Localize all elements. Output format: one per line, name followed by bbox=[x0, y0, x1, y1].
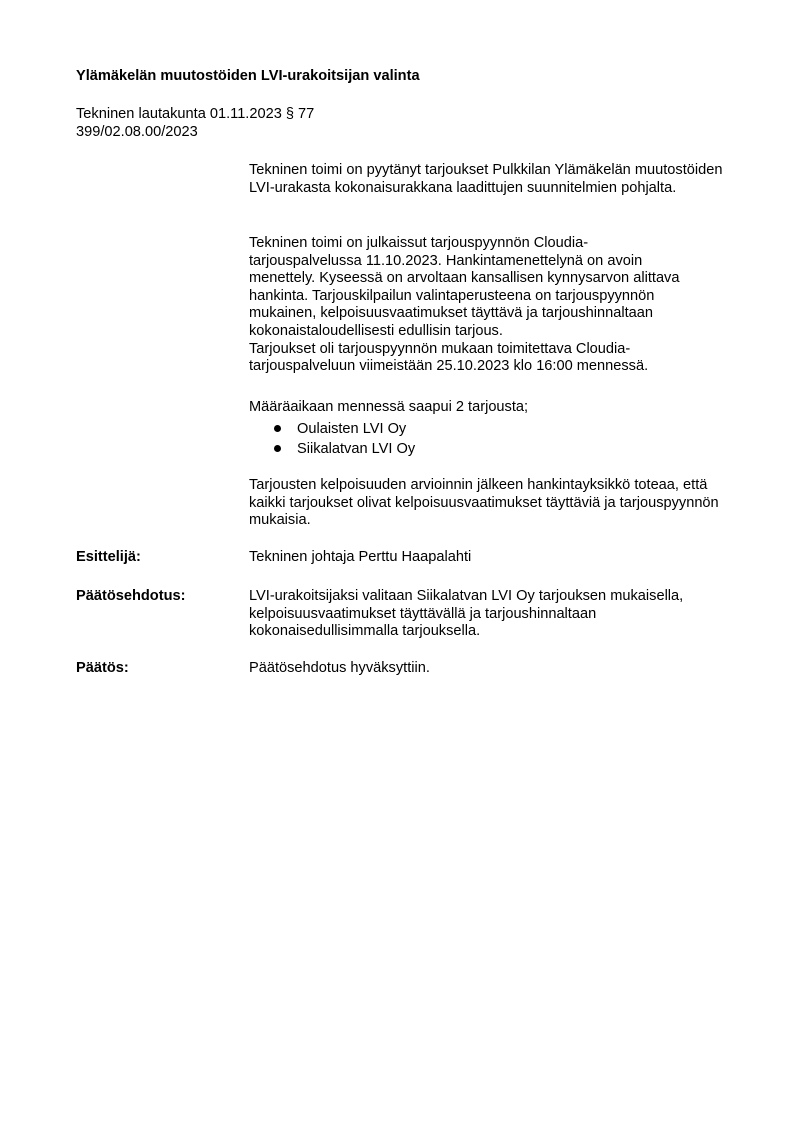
procurement-line: tarjouspalveluun viimeistään 25.10.2023 klo 16:00 mennessä. bbox=[249, 358, 649, 375]
paragraph-request: Tekninen toimi on pyytänyt tarjoukset Pulkkilan Ylämäkelän muutostöiden LVI-urakasta kokonaisurakkana laadittujen suunnitelmien pohjalta. bbox=[249, 162, 723, 196]
proposal-label: Päätösehdotus: bbox=[76, 588, 186, 604]
paragraph-bids-received: Määräaikaan mennessä saapui 2 tarjousta; bbox=[249, 399, 529, 415]
procurement-line: tarjouspalvelussa 11.10.2023. Hankintamenettelynä on avoin bbox=[249, 252, 643, 269]
bidder-name: Siikalatvan LVI Oy bbox=[297, 441, 416, 457]
list-item bbox=[274, 439, 415, 459]
paragraph-evaluation: Tarjousten kelpoisuuden arvioinnin jälkeen hankintayksikkö toteaa, että kaikki tarjoukset olivat kelpoisuusvaatimukset täyttäviä ja tarjouspyynnön mukaisia. bbox=[249, 477, 719, 529]
list-item bbox=[274, 419, 415, 439]
presenter-label: Esittelijä: bbox=[76, 549, 141, 565]
procurement-line: Tekninen toimi on julkaissut tarjouspyynnön Cloudia- bbox=[249, 235, 589, 251]
procurement-line: kokonaistaloudellisesti edullisin tarjous. bbox=[249, 322, 503, 339]
decision-label: Päätös: bbox=[76, 660, 129, 676]
meeting-reference: Tekninen lautakunta 01.11.2023 § 77 bbox=[76, 106, 315, 122]
presenter-value: Tekninen johtaja Perttu Haapalahti bbox=[249, 549, 472, 565]
document-meta bbox=[76, 106, 314, 141]
decision-value: Päätösehdotus hyväksyttiin. bbox=[249, 660, 430, 676]
paragraph-procurement bbox=[249, 235, 734, 376]
procurement-line: hankinta. Tarjouskilpailun valintaperusteena on tarjouspyynnön bbox=[249, 287, 655, 304]
procurement-line: mukainen, kelpoisuusvaatimukset täyttävä ja tarjoushinnaltaan bbox=[249, 305, 653, 322]
bullet-icon bbox=[274, 425, 281, 432]
procurement-line: menettely. Kyseessä on arvoltaan kansallisen kynnysarvon alittava bbox=[249, 270, 680, 287]
bidder-name: Oulaisten LVI Oy bbox=[297, 421, 407, 437]
record-number: 399/02.08.00/2023 bbox=[76, 123, 198, 140]
procurement-line: Tarjoukset oli tarjouspyynnön mukaan toimitettava Cloudia- bbox=[249, 340, 631, 357]
proposal-value: LVI-urakoitsijaksi valitaan Siikalatvan LVI Oy tarjouksen mukaisella, kelpoisuusvaatimukset täyttävällä ja tarjoushinnaltaan kokonaisedullisimmalla tarjouksella. bbox=[249, 588, 684, 640]
document-title: Ylämäkelän muutostöiden LVI-urakoitsijan valinta bbox=[76, 68, 420, 84]
bid-list bbox=[274, 419, 415, 459]
bullet-icon bbox=[274, 445, 281, 452]
